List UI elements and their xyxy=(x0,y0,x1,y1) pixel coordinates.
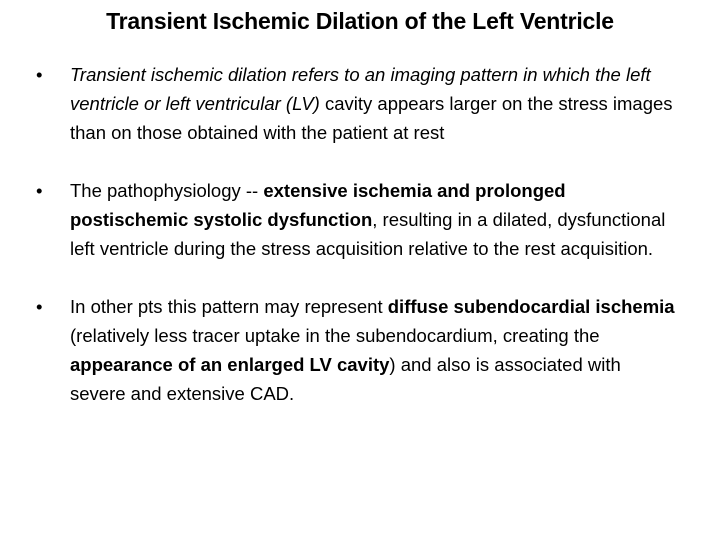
bullet-2-text-intro: The pathophysiology -- xyxy=(70,180,264,201)
bullet-1-text: cavity appears larger on the stress images than on those obtained with the patient at rest xyxy=(70,93,673,143)
bullet-3-text-bold-1: diffuse subendocardial ischemia xyxy=(387,296,675,317)
bullet-3-text-intro: In other pts this pattern may represent xyxy=(70,296,388,317)
bullet-item-3 xyxy=(30,292,680,408)
bullet-marker: • xyxy=(36,180,43,201)
bullet-1-text-italic: Transient ischemic dilation refers to an imaging pattern in which the left ventricle or left ventricular (LV) xyxy=(70,64,651,114)
bullet-marker: • xyxy=(36,64,43,85)
bullet-3-text-bold-2: appearance of an enlarged LV cavity xyxy=(70,354,390,375)
bullet-item-2 xyxy=(30,176,680,263)
slide-title: Transient Ischemic Dilation of the Left Ventricle xyxy=(106,8,614,34)
bullet-3-text-end: ) and also is associated with severe and extensive CAD. xyxy=(70,354,621,404)
bullet-marker: • xyxy=(36,296,43,317)
bullet-list xyxy=(30,60,680,408)
bullet-3-text-middle: (relatively less tracer uptake in the subendocardium, creating the xyxy=(70,325,600,346)
bullet-2-text-rest: , resulting in a dilated, dysfunctional left ventricle during the stress acquisition relative to the rest acquisition. xyxy=(70,209,666,259)
bullet-item-1 xyxy=(30,60,680,147)
bullet-2-text-bold: extensive ischemia and prolonged postischemic systolic dysfunction xyxy=(70,180,566,230)
